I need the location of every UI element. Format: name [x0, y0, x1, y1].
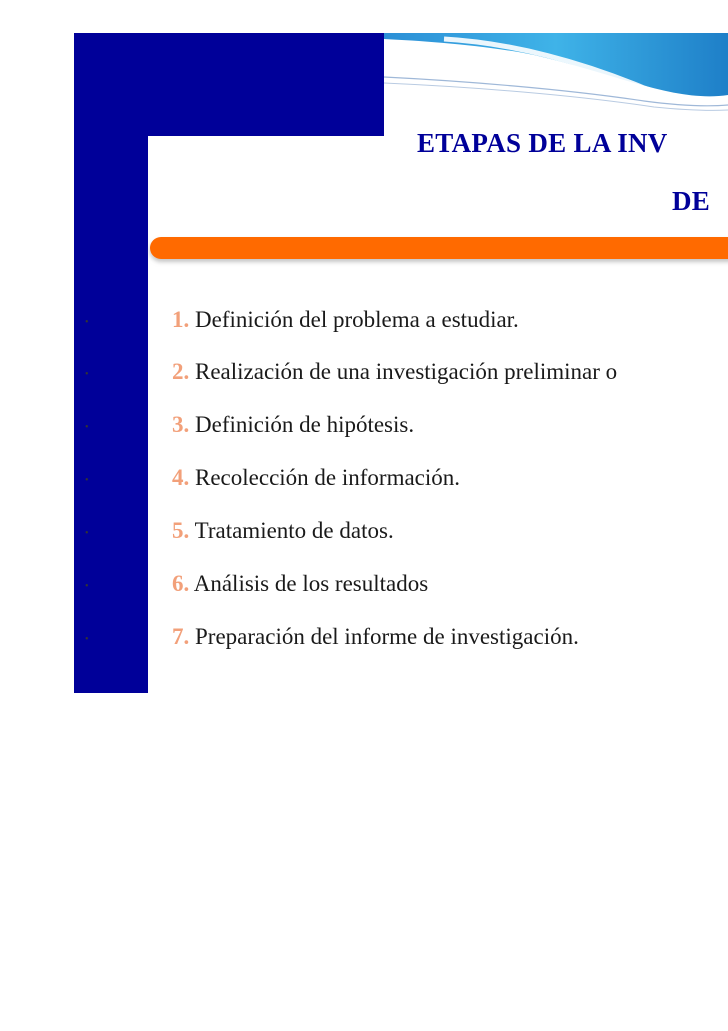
step-number: 4. — [172, 465, 190, 490]
slide-title-line-1: ETAPAS DE LA INV — [417, 128, 668, 158]
wave-decoration — [384, 33, 728, 113]
list-item — [0, 620, 728, 660]
item-text-wrapper — [172, 518, 394, 544]
bullet: • — [85, 422, 89, 433]
list-item — [0, 408, 728, 448]
bullet: • — [85, 369, 89, 380]
list-item — [0, 303, 728, 343]
bullet: • — [85, 528, 89, 539]
step-text: Tratamiento de datos. — [194, 518, 394, 543]
list-item — [0, 514, 728, 554]
step-number: 7. — [172, 624, 190, 649]
step-text: Definición del problema a estudiar. — [195, 307, 519, 332]
item-text-wrapper — [172, 307, 519, 333]
step-text: Definición de hipótesis. — [195, 412, 415, 437]
step-number: 5. — [172, 518, 190, 543]
item-text-wrapper — [172, 624, 579, 650]
step-text: Recolección de información. — [195, 465, 461, 490]
step-number: 1. — [172, 307, 190, 332]
step-text: Análisis de los resultados — [193, 571, 429, 596]
list-item — [0, 461, 728, 501]
bullet: • — [85, 581, 89, 592]
orange-divider-bar — [150, 237, 728, 259]
item-text-wrapper — [172, 412, 414, 438]
bullet: • — [85, 634, 89, 645]
step-number: 6. — [172, 571, 190, 596]
step-number: 2. — [172, 359, 190, 384]
item-text-wrapper — [172, 465, 460, 491]
list-item — [0, 355, 728, 395]
bullet: • — [85, 317, 89, 328]
item-text-wrapper — [172, 359, 617, 385]
step-text: Realización de una investigación preliminar o — [195, 359, 618, 384]
top-blue-block — [74, 33, 384, 136]
step-number: 3. — [172, 412, 190, 437]
list-item — [0, 567, 728, 607]
item-text-wrapper — [172, 571, 428, 597]
bullet: • — [85, 475, 89, 486]
slide-title-line-2: DE — [672, 186, 711, 216]
step-text: Preparación del informe de investigación. — [195, 624, 579, 649]
